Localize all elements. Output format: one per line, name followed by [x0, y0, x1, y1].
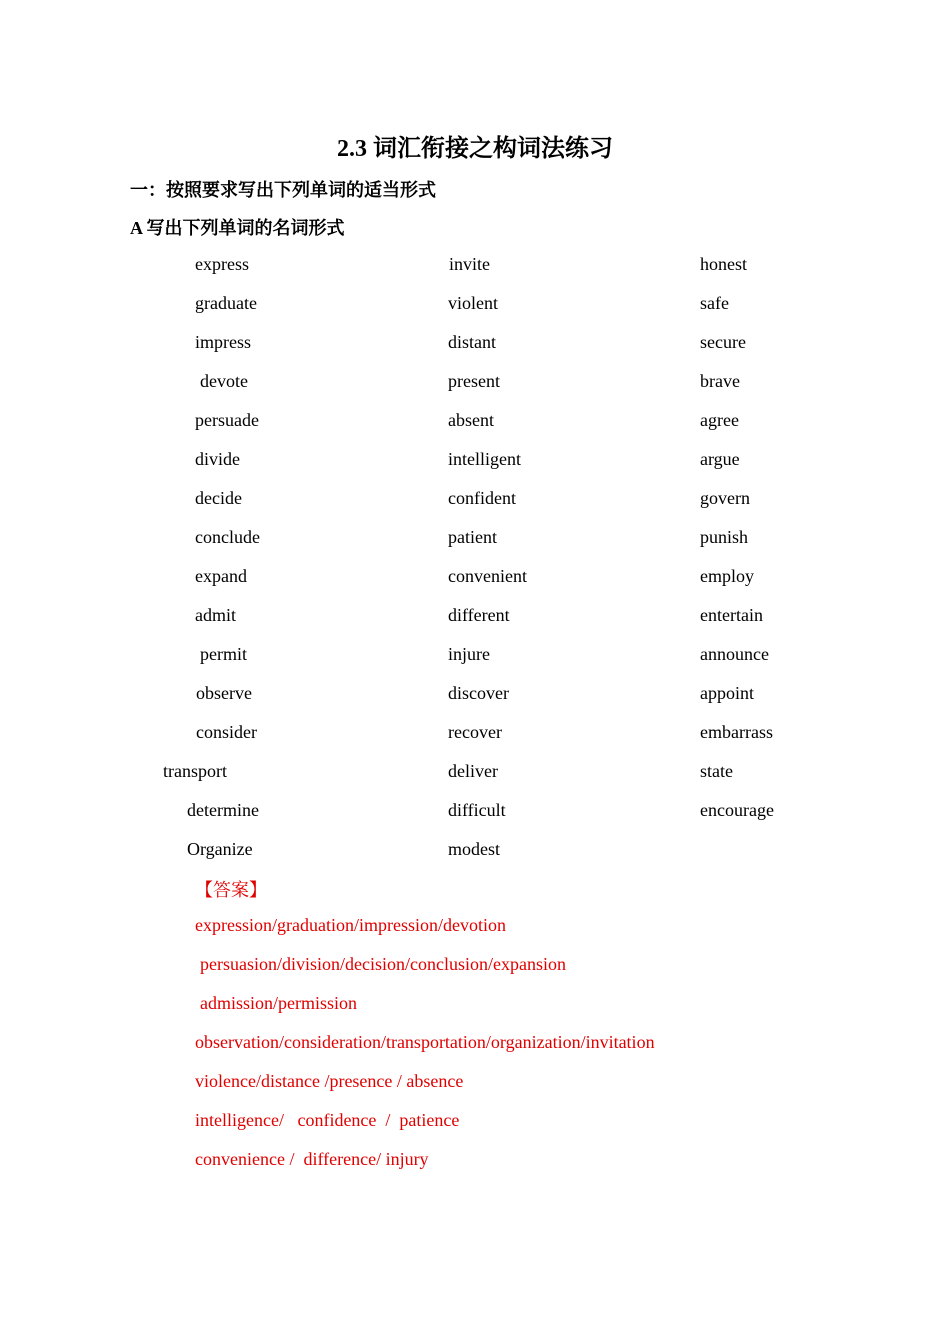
word-item: state — [700, 761, 733, 781]
word-item: patient — [448, 527, 497, 547]
answer-line: expression/graduation/impression/devotion — [195, 915, 506, 935]
word-item: impress — [195, 332, 251, 352]
word-item: recover — [448, 722, 502, 742]
word-item: brave — [700, 371, 740, 391]
word-item: appoint — [700, 683, 754, 703]
word-item: convenient — [448, 566, 527, 586]
word-item: confident — [448, 488, 516, 508]
answer-line: intelligence/ confidence / patience — [195, 1110, 460, 1130]
word-item: graduate — [195, 293, 257, 313]
word-item: encourage — [700, 800, 774, 820]
word-item: entertain — [700, 605, 763, 625]
word-item: devote — [200, 371, 248, 391]
word-item: safe — [700, 293, 729, 313]
word-item: announce — [700, 644, 769, 664]
word-item: agree — [700, 410, 739, 430]
answer-line: violence/distance /presence / absence — [195, 1071, 464, 1091]
word-item: transport — [163, 761, 227, 781]
page-title: 2.3 词汇衔接之构词法练习 — [337, 136, 613, 162]
word-item: deliver — [448, 761, 498, 781]
word-item: govern — [700, 488, 750, 508]
word-item: intelligent — [448, 449, 521, 469]
word-item: secure — [700, 332, 746, 352]
word-item: divide — [195, 449, 240, 469]
word-item: conclude — [195, 527, 260, 547]
word-item: distant — [448, 332, 496, 352]
word-item: permit — [200, 644, 247, 664]
word-item: decide — [195, 488, 242, 508]
word-item: invite — [449, 254, 490, 274]
answer-line: observation/consideration/transportation/organization/invitation — [195, 1032, 655, 1052]
word-item: difficult — [448, 800, 506, 820]
answer-label: 【答案】 — [195, 880, 267, 900]
word-item: violent — [448, 293, 498, 313]
answer-line: admission/permission — [200, 993, 357, 1013]
word-item: punish — [700, 527, 749, 547]
word-item: employ — [700, 566, 754, 586]
word-item: express — [195, 254, 249, 274]
answer-line: persuasion/division/decision/conclusion/expansion — [200, 954, 566, 974]
word-item: absent — [448, 410, 494, 430]
word-item: Organize — [187, 839, 253, 859]
answer-line: convenience / difference/ injury — [195, 1149, 429, 1169]
word-item: honest — [700, 254, 747, 274]
word-item: expand — [195, 566, 247, 586]
word-item: admit — [195, 605, 236, 625]
word-item: consider — [196, 722, 257, 742]
word-item: present — [448, 371, 500, 391]
word-item: argue — [700, 449, 740, 469]
word-item: embarrass — [700, 722, 773, 742]
word-item: modest — [448, 839, 500, 859]
word-item: determine — [187, 800, 259, 820]
word-item: discover — [448, 683, 509, 703]
section-heading: 一：按照要求写出下列单词的适当形式 — [130, 180, 436, 200]
word-item: injure — [448, 644, 490, 664]
word-item: persuade — [195, 410, 259, 430]
word-item: different — [448, 605, 510, 625]
subsection-heading: A 写出下列单词的名词形式 — [130, 218, 345, 238]
word-item: observe — [196, 683, 252, 703]
